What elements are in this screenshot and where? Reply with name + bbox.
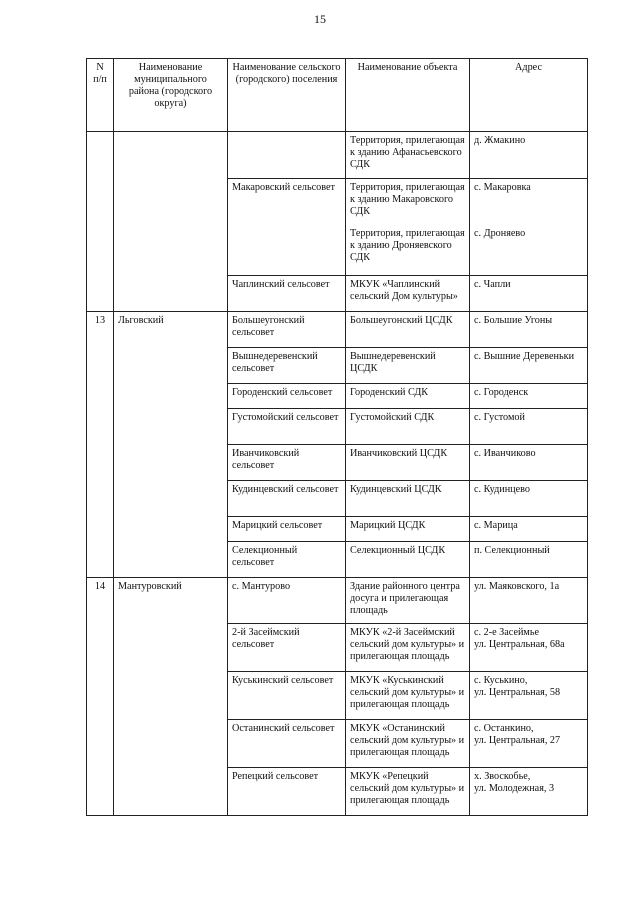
row-settlement: Большеугонский сельсовет bbox=[228, 312, 346, 348]
row-settlement: Селекционный сельсовет bbox=[228, 542, 346, 578]
row-settlement: Чаплинский сельсовет bbox=[228, 276, 346, 312]
row-address: с. Марица bbox=[470, 517, 588, 542]
row-num: 13 bbox=[87, 312, 114, 578]
table-row bbox=[87, 578, 588, 624]
row-address bbox=[470, 768, 588, 816]
table-row bbox=[87, 132, 588, 179]
row-address: ул. Маяковского, 1а bbox=[470, 578, 588, 624]
header-address: Адрес bbox=[470, 59, 588, 132]
row-address: п. Селекционный bbox=[470, 542, 588, 578]
object-line: Территория, прилегающая к зданию Макаровского СДК bbox=[350, 182, 465, 217]
header-settlement: Наименование сельского (городского) поселения bbox=[228, 59, 346, 132]
row-address: с. Иванчиково bbox=[470, 445, 588, 481]
row-object: Густомойский СДК bbox=[346, 409, 470, 445]
row-settlement: Марицкий сельсовет bbox=[228, 517, 346, 542]
row-object: Кудинцевский ЦСДК bbox=[346, 481, 470, 517]
address-line: ул. Молодежная, 3 bbox=[474, 783, 555, 794]
row-settlement: Иванчиковский сельсовет bbox=[228, 445, 346, 481]
row-address bbox=[470, 720, 588, 768]
address-line: ул. Центральная, 68а bbox=[474, 639, 565, 650]
header-district: Наименование муниципального района (городского округа) bbox=[114, 59, 228, 132]
address-line: с. Дроняево bbox=[474, 228, 526, 239]
address-line: с. 2-е Засеймье bbox=[474, 627, 540, 638]
row-address bbox=[470, 672, 588, 720]
row-settlement: Куськинский сельсовет bbox=[228, 672, 346, 720]
row-object: МКУК «Чаплинский сельский Дом культуры» bbox=[346, 276, 470, 312]
row-object: МКУК «Останинский сельский дом культуры» и прилегающая площадь bbox=[346, 720, 470, 768]
object-line: Территория, прилегающая к зданию Дроняевского СДК bbox=[350, 228, 465, 263]
address-line: х. Звоскобье, bbox=[474, 771, 531, 782]
row-object: МКУК «2-й Засеймский сельский дом культуры» и прилегающая площадь bbox=[346, 624, 470, 672]
row-settlement: Вышнедеревенский сельсовет bbox=[228, 348, 346, 384]
row-district: Мантуровский bbox=[114, 578, 228, 816]
address-line: ул. Центральная, 27 bbox=[474, 735, 561, 746]
row-object: Марицкий ЦСДК bbox=[346, 517, 470, 542]
row-object: МКУК «Куськинский сельский дом культуры» и прилегающая площадь bbox=[346, 672, 470, 720]
row-address: с. Городенск bbox=[470, 384, 588, 409]
row-district: Льговский bbox=[114, 312, 228, 578]
table-row bbox=[87, 312, 588, 348]
address-line: с. Куськино, bbox=[474, 675, 528, 686]
header-num: N п/п bbox=[87, 59, 114, 132]
row-object: Большеугонский ЦСДК bbox=[346, 312, 470, 348]
row-num: 14 bbox=[87, 578, 114, 816]
row-address: с. Кудинцево bbox=[470, 481, 588, 517]
row-settlement: Густомойский сельсовет bbox=[228, 409, 346, 445]
page-number: 15 bbox=[314, 12, 326, 26]
row-object: Иванчиковский ЦСДК bbox=[346, 445, 470, 481]
row-settlement: Городенский сельсовет bbox=[228, 384, 346, 409]
row-address bbox=[470, 624, 588, 672]
row-object: МКУК «Репецкий сельский дом культуры» и прилегающая площадь bbox=[346, 768, 470, 816]
row-settlement: с. Мантурово bbox=[228, 578, 346, 624]
row-object: Вышнедеревенский ЦСДК bbox=[346, 348, 470, 384]
row-settlement: Макаровский сельсовет bbox=[228, 179, 346, 276]
address-line: с. Останкино, bbox=[474, 723, 534, 734]
row-object: Городенский СДК bbox=[346, 384, 470, 409]
row-object bbox=[346, 179, 470, 276]
row-object: Территория, прилегающая к зданию Афанасьевского СДК bbox=[346, 132, 470, 179]
address-line: ул. Центральная, 58 bbox=[474, 687, 561, 698]
header-object: Наименование объекта bbox=[346, 59, 470, 132]
row-num bbox=[87, 132, 114, 312]
table-header-row bbox=[87, 59, 588, 132]
row-object: Селекционный ЦСДК bbox=[346, 542, 470, 578]
row-settlement: Кудинцевский сельсовет bbox=[228, 481, 346, 517]
row-settlement: Останинский сельсовет bbox=[228, 720, 346, 768]
row-settlement: Репецкий сельсовет bbox=[228, 768, 346, 816]
row-settlement: 2-й Засеймский сельсовет bbox=[228, 624, 346, 672]
row-address bbox=[470, 179, 588, 276]
row-address: д. Жмакино bbox=[470, 132, 588, 179]
row-settlement bbox=[228, 132, 346, 179]
row-object: Здание районного центра досуга и прилегающая площадь bbox=[346, 578, 470, 624]
row-address: с. Вышние Деревеньки bbox=[470, 348, 588, 384]
row-district bbox=[114, 132, 228, 312]
row-address: с. Большие Угоны bbox=[470, 312, 588, 348]
row-address: с. Густомой bbox=[470, 409, 588, 445]
row-address: с. Чапли bbox=[470, 276, 588, 312]
address-line: с. Макаровка bbox=[474, 182, 531, 193]
objects-table bbox=[86, 58, 588, 816]
